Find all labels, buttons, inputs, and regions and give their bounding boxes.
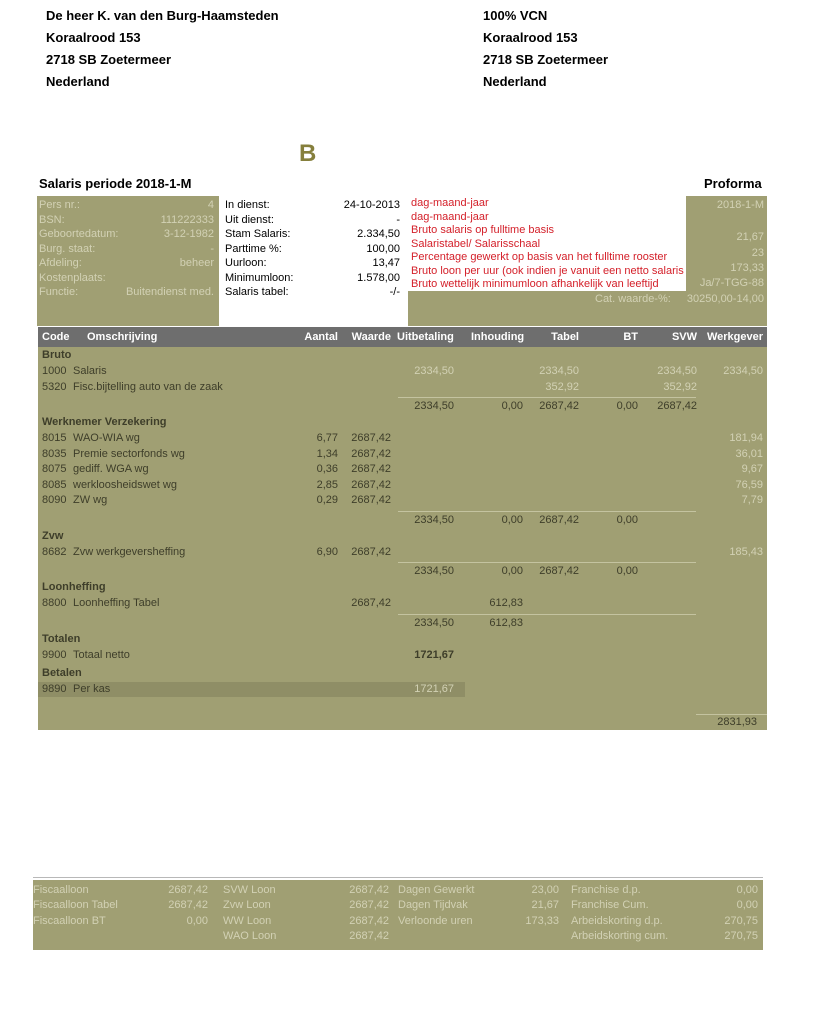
subtotal-bt: 0,00: [616, 565, 638, 577]
annotation-note: Bruto salaris op fulltime basis: [408, 223, 686, 237]
cell-svw: 2334,50: [657, 365, 697, 377]
period-info-panel: [408, 196, 767, 326]
col-header-tabel: Tabel: [551, 331, 579, 343]
cell-uitbetaling: 1721,67: [414, 648, 454, 661]
subtotal-inhouding: 0,00: [501, 565, 523, 577]
cell-waarde: 2687,42: [351, 597, 391, 609]
addressee-name: De heer K. van den Burg-Haamsteden: [46, 8, 279, 23]
cell-desc: werkloosheidswet wg: [73, 478, 177, 491]
logo-letter: B: [299, 140, 317, 167]
employment-value: 1.578,00: [357, 271, 400, 284]
info-label: Pers nr.:: [39, 199, 80, 211]
cell-tabel: 2334,50: [539, 365, 579, 377]
cell-werkgever: 76,59: [735, 478, 763, 491]
info-label: Burg. staat:: [39, 242, 96, 255]
payslip-title: Salaris periode 2018-1-M: [39, 176, 192, 191]
employer-city: 2718 SB Zoetermeer: [483, 52, 609, 67]
subtotal-bt: 0,00: [616, 400, 638, 412]
summary-value: 2687,42: [168, 899, 208, 912]
period-worked-value: 23: [751, 247, 764, 259]
employment-value: -: [396, 213, 400, 226]
summary-label: SVW Loon: [223, 884, 276, 896]
summary-panel: [33, 880, 763, 950]
subtotal-tabel: 2687,42: [539, 513, 579, 526]
cell-waarde: 2687,42: [351, 447, 391, 460]
summary-value: 0,00: [736, 899, 758, 912]
employee-info-panel: [37, 196, 219, 326]
info-label: Geboortedatum:: [39, 228, 119, 240]
info-value: Buitendienst med.: [125, 286, 214, 298]
tax-code-value: Ja/7-TGG-88: [699, 277, 764, 289]
section-title: Bruto: [42, 349, 72, 361]
cell-code: 1000: [42, 365, 67, 377]
cell-aantal: 0,36: [316, 463, 338, 475]
employment-label: Uit dienst:: [225, 213, 274, 226]
summary-value: 173,33: [525, 914, 559, 927]
subtotal-inhouding: 612,83: [489, 616, 523, 629]
col-header-waarde: Waarde: [351, 331, 391, 343]
subtotal-inhouding: 0,00: [501, 513, 523, 526]
cell-waarde: 2687,42: [351, 463, 391, 475]
cell-desc: Loonheffing Tabel: [73, 597, 160, 609]
summary-value: 0,00: [186, 914, 208, 927]
cell-uitbetaling: 1721,67: [414, 683, 454, 695]
section-title: Zvw: [42, 529, 64, 542]
summary-label: Verloonde uren: [398, 914, 473, 927]
info-value: beheer: [179, 257, 214, 269]
cell-svw: 352,92: [663, 380, 697, 393]
cell-aantal: 1,34: [316, 447, 338, 460]
cell-desc: ZW wg: [73, 494, 108, 506]
employment-value: 2.334,50: [357, 228, 400, 240]
summary-label: Zvw Loon: [223, 899, 271, 912]
subtotal-uitbetaling: 2334,50: [414, 616, 454, 629]
info-label: Functie:: [39, 286, 79, 298]
cell-code: 8090: [42, 494, 67, 506]
subtotal-rule: [398, 397, 696, 398]
cell-uitbetaling: 2334,50: [414, 365, 454, 377]
info-value: -: [210, 242, 214, 255]
col-header-code: Code: [42, 331, 70, 343]
col-header-aantal: Aantal: [304, 331, 338, 343]
employment-label: Stam Salaris:: [225, 228, 291, 240]
cell-werkgever: 7,79: [741, 494, 763, 506]
summary-value: 2687,42: [349, 884, 389, 896]
summary-value: 2687,42: [349, 929, 389, 942]
summary-value: 2687,42: [168, 884, 208, 896]
annotation-note: dag-maand-jaar: [408, 210, 686, 224]
payslip-table: [38, 327, 767, 730]
col-header-svw: SVW: [671, 331, 697, 343]
addressee-block: [46, 5, 279, 93]
employment-label: Uurloon:: [225, 257, 267, 269]
annotation-note: Percentage gewerkt op basis van het fulltime rooster: [408, 250, 686, 264]
cell-werkgever: 36,01: [735, 447, 763, 460]
summary-value: 21,67: [531, 899, 559, 912]
summary-label: Franchise d.p.: [571, 884, 641, 896]
summary-rule: [33, 877, 763, 878]
cell-aantal: 2,85: [316, 478, 338, 491]
table-row: [38, 493, 767, 508]
subtotal-tabel: 2687,42: [539, 400, 579, 412]
category-label: Cat. waarde-%:: [595, 293, 671, 305]
col-header-uitbetaling: Uitbetaling: [397, 331, 454, 343]
section-title: Betalen: [42, 667, 82, 679]
employment-label: Parttime %:: [225, 242, 282, 255]
cell-code: 9900: [42, 648, 67, 661]
employment-value: 100,00: [366, 242, 400, 255]
info-label: BSN:: [39, 213, 65, 226]
summary-value: 2687,42: [349, 899, 389, 912]
proforma-label: Proforma: [704, 176, 762, 191]
summary-label: WW Loon: [223, 914, 272, 927]
cell-code: 8085: [42, 478, 67, 491]
subtotal-rule: [398, 614, 696, 615]
section-title: Totalen: [42, 632, 81, 645]
summary-value: 0,00: [736, 884, 758, 896]
summary-label: Arbeidskorting cum.: [571, 929, 669, 942]
subtotal-inhouding: 0,00: [501, 400, 523, 412]
employment-label: In dienst:: [225, 199, 270, 211]
subtotal-bt: 0,00: [616, 513, 638, 526]
cell-waarde: 2687,42: [351, 545, 391, 558]
subtotal-svw: 2687,42: [657, 400, 697, 412]
employment-value: 13,47: [372, 257, 400, 269]
cell-waarde: 2687,42: [351, 432, 391, 444]
table-row: [38, 648, 767, 663]
col-header-bt: BT: [623, 331, 638, 343]
cell-desc: gediff. WGA wg: [73, 463, 149, 475]
cell-aantal: 6,90: [316, 545, 338, 558]
table-row: [38, 431, 767, 446]
addressee-street: Koraalrood 153: [46, 30, 141, 45]
summary-label: Dagen Tijdvak: [398, 899, 468, 912]
period-days-value: 21,67: [736, 231, 764, 243]
summary-label: Dagen Gewerkt: [398, 884, 475, 896]
subtotal-rule: [398, 511, 696, 512]
annotation-note: Bruto loon per uur (ook indien je vanuit een netto salaris: [408, 264, 686, 278]
cell-werkgever: 2334,50: [723, 365, 763, 377]
summary-value: 2687,42: [349, 914, 389, 927]
period-hours-value: 173,33: [730, 262, 764, 274]
cell-werkgever: 9,67: [741, 463, 763, 475]
summary-label: Fiscaalloon BT: [33, 914, 106, 927]
subtotal-uitbetaling: 2334,50: [414, 400, 454, 412]
addressee-city: 2718 SB Zoetermeer: [46, 52, 172, 67]
cell-desc: Premie sectorfonds wg: [73, 447, 185, 460]
cell-inhouding: 612,83: [489, 597, 523, 609]
werkgever-total: 2831,93: [717, 716, 757, 728]
info-value: 111222333: [160, 213, 214, 226]
cell-waarde: 2687,42: [351, 494, 391, 506]
col-header-werkgever: Werkgever: [706, 331, 763, 343]
employment-label: Salaris tabel:: [225, 286, 289, 298]
subtotal-uitbetaling: 2334,50: [414, 513, 454, 526]
summary-label: WAO Loon: [223, 929, 277, 942]
employment-label: Minimumloon:: [225, 271, 294, 284]
employment-info-panel: [222, 196, 402, 306]
period-value: 2018-1-M: [716, 199, 764, 211]
cell-tabel: 352,92: [545, 380, 579, 393]
annotation-note: Salaristabel/ Salarisschaal: [408, 237, 686, 251]
cell-desc: Totaal netto: [73, 648, 130, 661]
col-header-inhouding: Inhouding: [471, 331, 525, 343]
employer-name: 100% VCN: [483, 8, 548, 23]
cell-code: 8682: [42, 545, 67, 558]
subtotal-rule: [398, 562, 696, 563]
col-header-description: Omschrijving: [87, 331, 158, 343]
employer-country: Nederland: [483, 74, 547, 89]
summary-value: 23,00: [531, 884, 559, 896]
addressee-country: Nederland: [46, 74, 110, 89]
info-value: 4: [207, 199, 214, 211]
info-label: Afdeling:: [39, 257, 82, 269]
cell-code: 8035: [42, 447, 67, 460]
cell-desc: Zvw werkgeversheffing: [73, 545, 186, 558]
cell-desc: Fisc.bijtelling auto van de zaak: [73, 380, 223, 393]
annotation-note: dag-maand-jaar: [408, 196, 686, 210]
cell-desc: WAO-WIA wg: [73, 432, 140, 444]
summary-label: Fiscaalloon: [33, 884, 89, 896]
employment-value: -/-: [389, 286, 400, 298]
summary-label: Franchise Cum.: [571, 899, 649, 912]
info-label: Kostenplaats:: [39, 271, 106, 284]
cell-code: 5320: [42, 380, 67, 393]
cell-code: 8075: [42, 463, 67, 475]
cell-code: 9890: [42, 683, 67, 695]
cell-werkgever: 185,43: [729, 545, 763, 558]
cell-code: 8800: [42, 597, 67, 609]
subtotal-tabel: 2687,42: [539, 565, 579, 577]
cell-desc: Per kas: [73, 683, 111, 695]
section-title: Loonheffing: [42, 581, 106, 593]
annotation-note: Bruto wettelijk minimumloon afhankelijk van leeftijd: [408, 277, 686, 291]
employer-street: Koraalrood 153: [483, 30, 578, 45]
cell-aantal: 0,29: [316, 494, 338, 506]
cell-code: 8015: [42, 432, 67, 444]
employer-block: [483, 5, 608, 93]
summary-label: Arbeidskorting d.p.: [571, 914, 663, 927]
summary-value: 270,75: [724, 929, 758, 942]
info-value: 3-12-1982: [163, 228, 214, 240]
table-header: [38, 327, 767, 347]
cell-desc: Salaris: [73, 365, 107, 377]
cell-waarde: 2687,42: [351, 478, 391, 491]
summary-value: 270,75: [724, 914, 758, 927]
subtotal-uitbetaling: 2334,50: [414, 565, 454, 577]
cell-aantal: 6,77: [316, 432, 338, 444]
category-value: 30250,00-14,00: [686, 293, 764, 305]
section-title: Werknemer Verzekering: [42, 416, 167, 428]
employment-value: 24-10-2013: [343, 199, 400, 211]
summary-label: Fiscaalloon Tabel: [33, 899, 118, 912]
cell-werkgever: 181,94: [729, 432, 763, 444]
